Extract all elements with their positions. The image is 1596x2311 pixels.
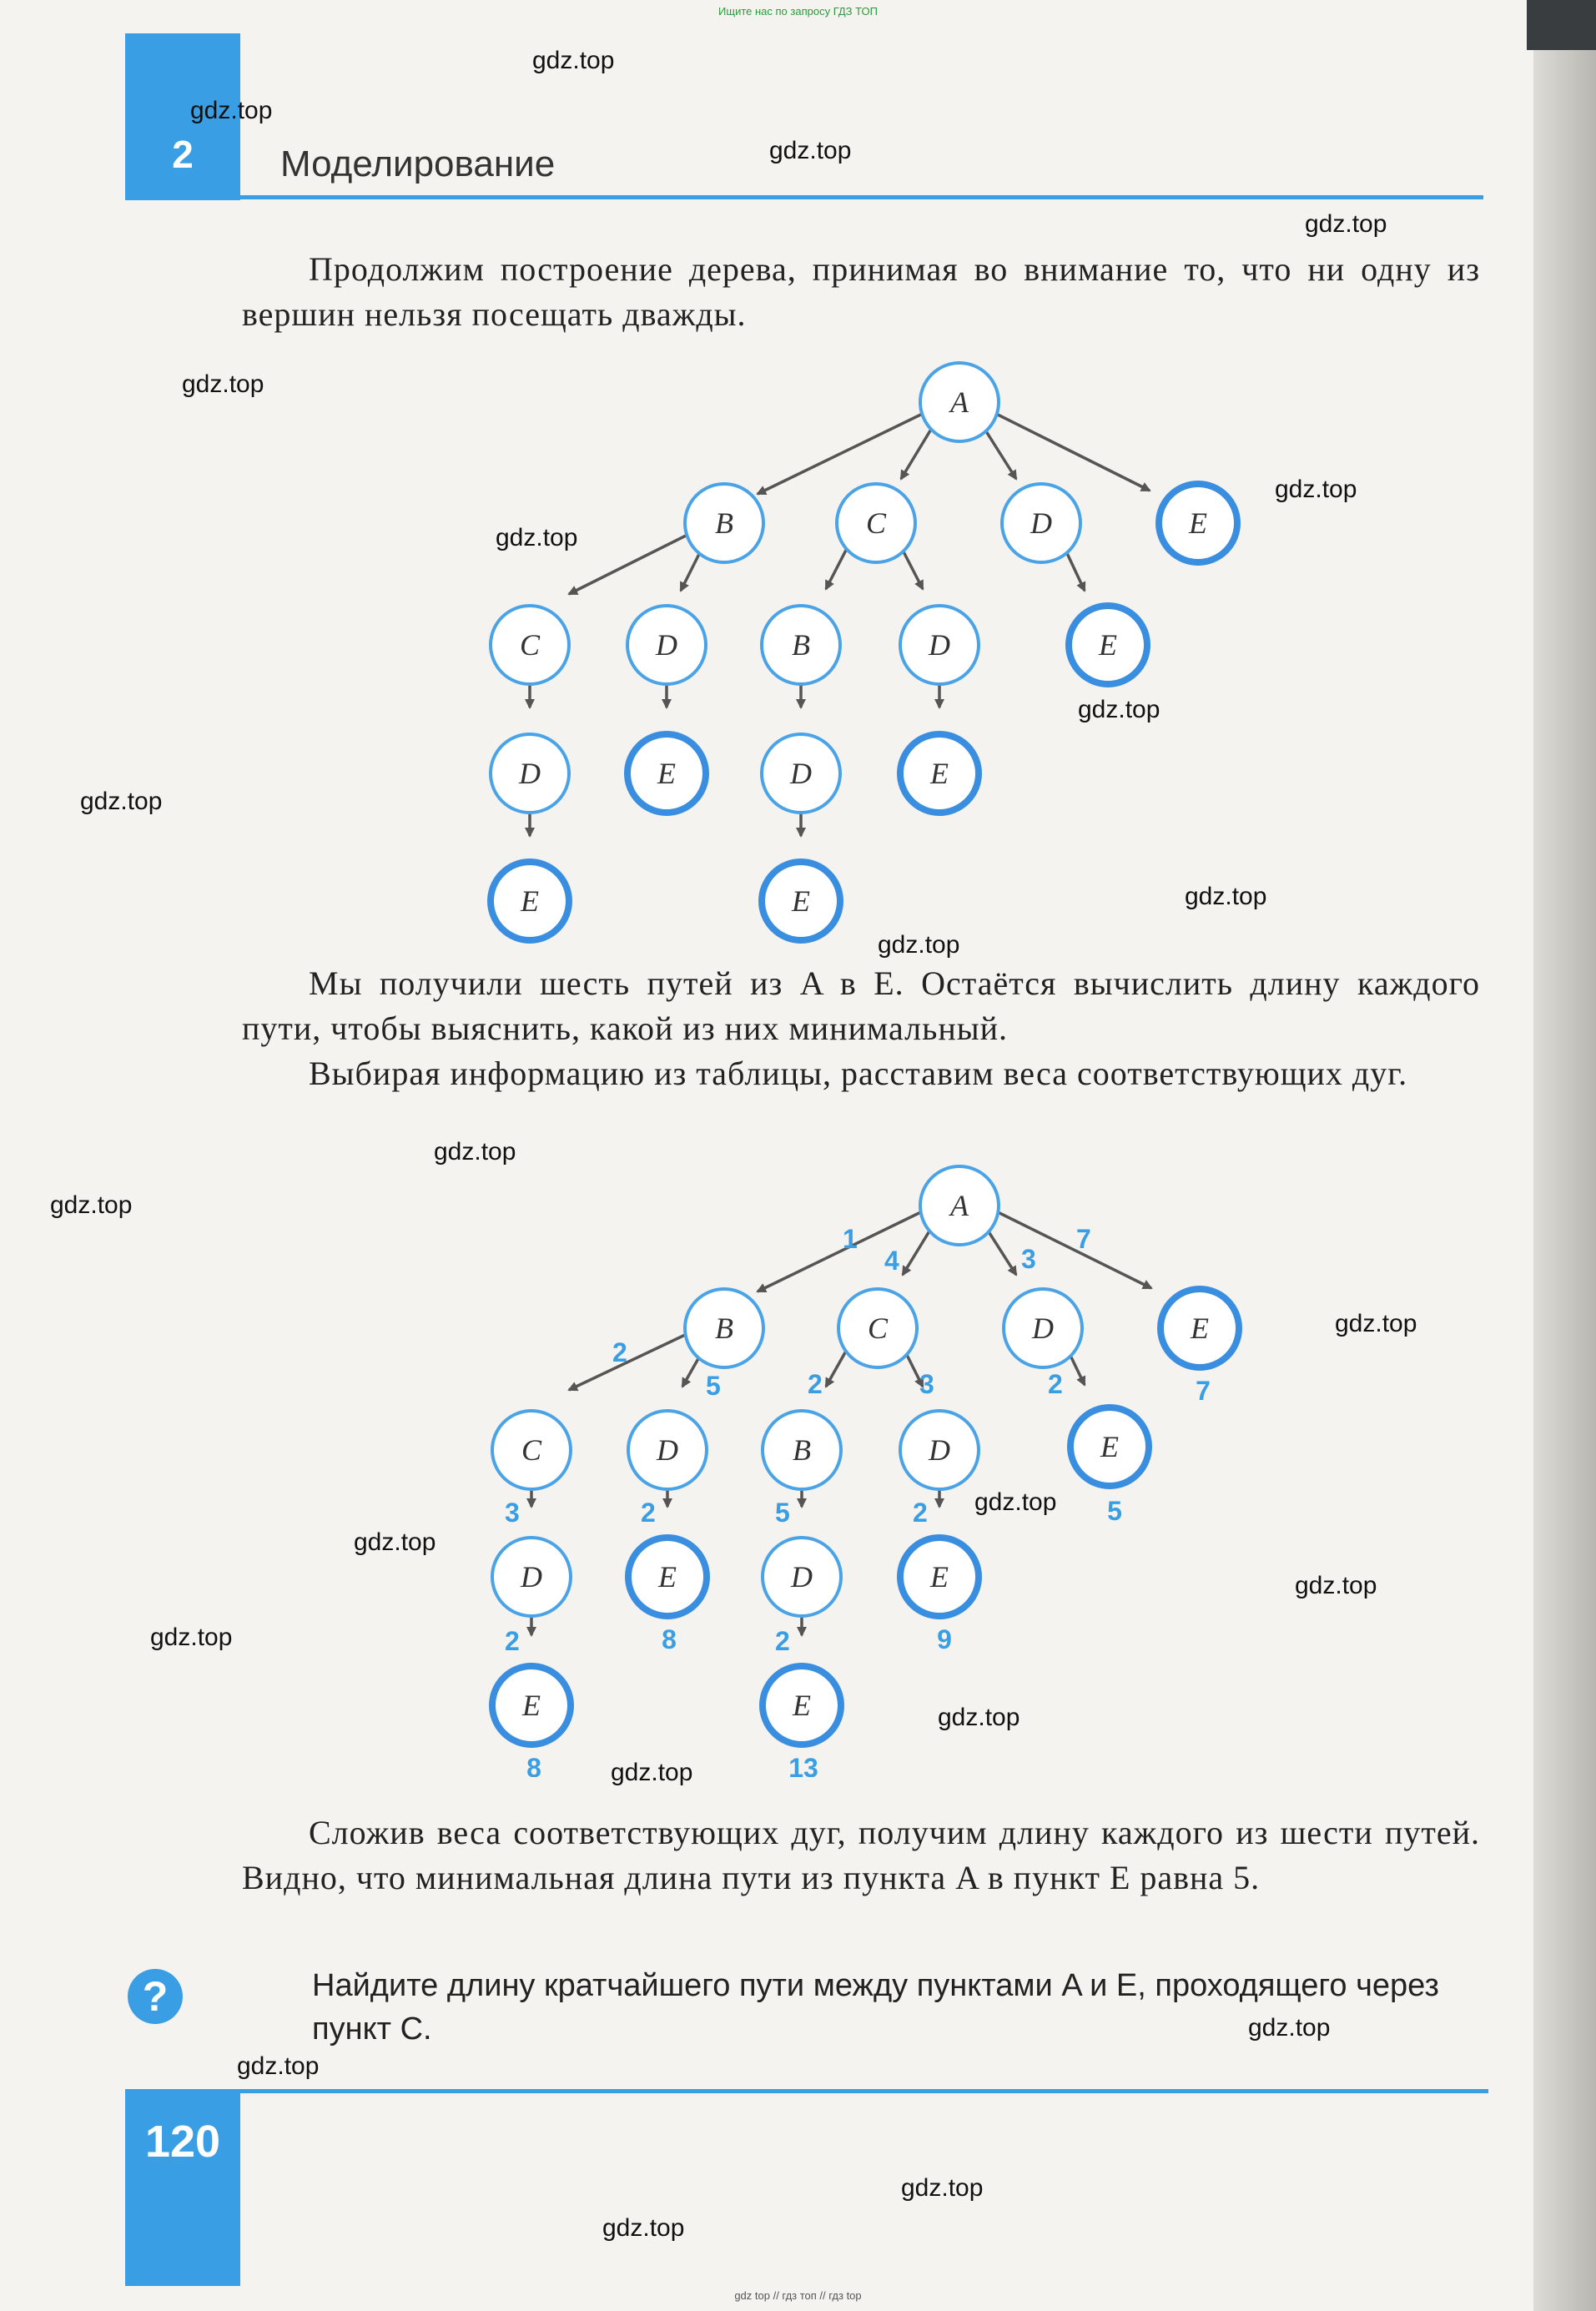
tree2-node-BCD-label: D bbox=[521, 1560, 542, 1594]
tree2-edge-A-E bbox=[984, 1206, 1151, 1288]
watermark: gdz.top bbox=[974, 1488, 1057, 1516]
tree2-edge-B-C bbox=[569, 1328, 699, 1390]
tree2-node-C bbox=[838, 1289, 917, 1367]
tree2-node-D bbox=[1004, 1289, 1082, 1367]
watermark: gdz.top bbox=[354, 1528, 436, 1556]
question-icon: ? bbox=[128, 1969, 183, 2024]
tree2-node-A bbox=[920, 1166, 999, 1245]
tree1-node-BDE bbox=[627, 734, 706, 813]
weight-C-D2: 3 bbox=[505, 1498, 520, 1528]
weight-A-C: 4 bbox=[884, 1246, 899, 1276]
tree1-node-CBD-label: D bbox=[790, 757, 812, 790]
tree2-node-BD-label: D bbox=[657, 1433, 678, 1467]
tree1-node-C bbox=[837, 484, 915, 562]
paragraph-paths: Мы получили шесть путей из A в E. Остаётся вычислить длину каждого пути, чтобы выяснить, какой из них минимальный. bbox=[242, 964, 1480, 1047]
weight-B-D: 5 bbox=[706, 1371, 721, 1401]
path-total-ACDE: 9 bbox=[937, 1624, 952, 1654]
weight-D-E2: 2 bbox=[641, 1498, 656, 1528]
tree2-node-CBD bbox=[763, 1538, 841, 1616]
tree1-node-BCD bbox=[491, 734, 569, 813]
tree2-node-DE bbox=[1070, 1407, 1149, 1486]
tree1-node-B bbox=[685, 484, 763, 562]
path-total-AE: 7 bbox=[1196, 1376, 1211, 1406]
tree1-node-E-label: E bbox=[1189, 506, 1207, 540]
tree2-node-CBD-label: D bbox=[791, 1560, 813, 1594]
tree-diagram-1 bbox=[0, 342, 1596, 1060]
tree1-node-BCDE-label: E bbox=[521, 884, 539, 918]
weight-C-D: 3 bbox=[919, 1369, 934, 1399]
tree1-node-B-label: B bbox=[715, 506, 733, 540]
tree1-node-CDE-label: E bbox=[930, 757, 949, 790]
paragraph-conclusion: Сложив веса соответствующих дуг, получим длину каждого из шести путей. Видно, что минимальная длина пути из пункта A в пункт E равна 5. bbox=[242, 1814, 1480, 1896]
tree2-node-BCDE bbox=[492, 1666, 571, 1745]
question-text: Найдите длину кратчайшего пути между пунктами A и E, проходящего через пункт C. bbox=[312, 1968, 1439, 2047]
weight-D-E5: 2 bbox=[775, 1626, 790, 1656]
tree2-node-D-label: D bbox=[1032, 1312, 1054, 1345]
tree1-node-CB bbox=[762, 606, 840, 684]
watermark: gdz.top bbox=[1078, 696, 1160, 723]
tree-diagram-2 bbox=[0, 1143, 1596, 1777]
tree2-node-BCDE-label: E bbox=[522, 1689, 541, 1722]
watermark: gdz.top bbox=[938, 1704, 1020, 1731]
watermark: gdz.top bbox=[237, 2052, 320, 2080]
tree1-node-CBD bbox=[762, 734, 840, 813]
weight-D-E3: 2 bbox=[913, 1498, 928, 1528]
tree2-node-B bbox=[685, 1289, 763, 1367]
tree1-node-A-label: A bbox=[950, 385, 969, 419]
bottom-note: gdz top // гдз топ // гдз top bbox=[734, 2289, 862, 2302]
tree1-node-BDE-label: E bbox=[657, 757, 676, 790]
watermark: gdz.top bbox=[602, 2214, 685, 2242]
weight-A-E: 7 bbox=[1076, 1224, 1091, 1254]
watermark: gdz.top bbox=[182, 370, 264, 398]
weight-D-E: 2 bbox=[1048, 1369, 1063, 1399]
tree2-node-BDE bbox=[628, 1538, 707, 1616]
watermark: gdz.top bbox=[150, 1624, 233, 1651]
weight-C-B: 2 bbox=[808, 1369, 823, 1399]
tree2-node-CB-label: B bbox=[793, 1433, 811, 1467]
tree2-node-E-label: E bbox=[1191, 1312, 1209, 1345]
tree2-node-CD bbox=[900, 1411, 979, 1489]
weight-B-D2: 5 bbox=[775, 1498, 790, 1528]
tree2-node-BD bbox=[628, 1411, 707, 1489]
tree2-node-CDE-label: E bbox=[930, 1560, 949, 1594]
tree2-node-BC bbox=[492, 1411, 571, 1489]
watermark: gdz.top bbox=[434, 1138, 516, 1166]
watermark: gdz.top bbox=[1185, 883, 1267, 910]
paragraph-intro: Продолжим построение дерева, принимая во внимание то, что ни одну из вершин нельзя посещать дважды. bbox=[242, 250, 1480, 333]
tree2-node-B-label: B bbox=[715, 1312, 733, 1345]
top-note: Ищите нас по запросу ГДЗ ТОП bbox=[718, 5, 878, 18]
watermark: gdz.top bbox=[878, 931, 960, 959]
tree1-node-CDE bbox=[900, 734, 979, 813]
tree1-node-BCDE bbox=[491, 862, 569, 940]
weight-A-B: 1 bbox=[843, 1224, 858, 1254]
tree2-node-CDE bbox=[900, 1538, 979, 1616]
tree1-node-D-label: D bbox=[1030, 506, 1052, 540]
page-corner bbox=[1527, 0, 1596, 50]
header-rule bbox=[240, 195, 1483, 199]
tree1-node-DE-label: E bbox=[1099, 628, 1117, 662]
tree2-node-CBDE bbox=[763, 1666, 841, 1745]
tree1-edge-A-E bbox=[984, 408, 1150, 491]
tree1-node-CD-label: D bbox=[929, 628, 950, 662]
tree1-edge-A-B bbox=[758, 408, 934, 494]
tree1-edge-B-C bbox=[569, 529, 699, 594]
tree2-node-CD-label: D bbox=[929, 1433, 950, 1467]
tree1-node-BD-label: D bbox=[656, 628, 677, 662]
watermark: gdz.top bbox=[1248, 2014, 1331, 2042]
tree1-node-A bbox=[920, 363, 999, 441]
tree1-node-CBDE bbox=[762, 862, 840, 940]
path-total-ABCDE: 8 bbox=[526, 1753, 541, 1777]
tree2-node-CB bbox=[763, 1411, 841, 1489]
tree1-node-CBDE-label: E bbox=[792, 884, 810, 918]
tree2-node-C-label: C bbox=[867, 1312, 889, 1345]
path-total-ABDE: 8 bbox=[662, 1624, 677, 1654]
tree2-node-A-label: A bbox=[950, 1189, 969, 1222]
tree1-node-CB-label: B bbox=[792, 628, 810, 662]
watermark: gdz.top bbox=[611, 1759, 693, 1786]
weight-D-E4: 2 bbox=[505, 1626, 520, 1656]
watermark: gdz.top bbox=[190, 97, 273, 124]
tree1-node-BD bbox=[627, 606, 706, 684]
watermark: gdz.top bbox=[50, 1191, 133, 1219]
watermark: gdz.top bbox=[1335, 1310, 1417, 1337]
tree1-node-D bbox=[1002, 484, 1080, 562]
tree2-node-BDE-label: E bbox=[658, 1560, 677, 1594]
page-number: 120 bbox=[144, 2117, 221, 2167]
chapter-title: Моделирование bbox=[280, 143, 556, 184]
watermark: gdz.top bbox=[1305, 210, 1387, 238]
paragraph-weights: Выбирая информацию из таблицы, расставим веса соответствующих дуг. bbox=[309, 1055, 1408, 1092]
watermark: gdz.top bbox=[769, 137, 852, 164]
tree1-node-BC-label: C bbox=[519, 628, 541, 662]
weight-A-D: 3 bbox=[1021, 1244, 1036, 1274]
tree1-node-BCD-label: D bbox=[519, 757, 541, 790]
weight-B-C: 2 bbox=[612, 1337, 627, 1367]
watermark: gdz.top bbox=[1275, 476, 1357, 503]
tree1-node-DE bbox=[1069, 606, 1147, 684]
chapter-number: 2 bbox=[172, 133, 194, 176]
watermark: gdz.top bbox=[80, 788, 163, 815]
tree2-node-BC-label: C bbox=[521, 1433, 542, 1467]
tree2-node-DE-label: E bbox=[1100, 1430, 1119, 1463]
tree1-node-E bbox=[1159, 484, 1237, 562]
watermark: gdz.top bbox=[532, 47, 615, 74]
path-total-ACBDE: 13 bbox=[788, 1753, 818, 1777]
tree1-node-C-label: C bbox=[865, 506, 887, 540]
watermark: gdz.top bbox=[1295, 1572, 1377, 1599]
tree2-node-E bbox=[1160, 1289, 1239, 1367]
footer-rule bbox=[240, 2089, 1488, 2093]
path-total-ADE: 5 bbox=[1107, 1496, 1122, 1526]
tree2-node-CBDE-label: E bbox=[793, 1689, 811, 1722]
tree1-node-CD bbox=[900, 606, 979, 684]
tree2-node-BCD bbox=[492, 1538, 571, 1616]
tree1-node-BC bbox=[491, 606, 569, 684]
watermark: gdz.top bbox=[496, 524, 578, 551]
watermark: gdz.top bbox=[901, 2174, 984, 2202]
